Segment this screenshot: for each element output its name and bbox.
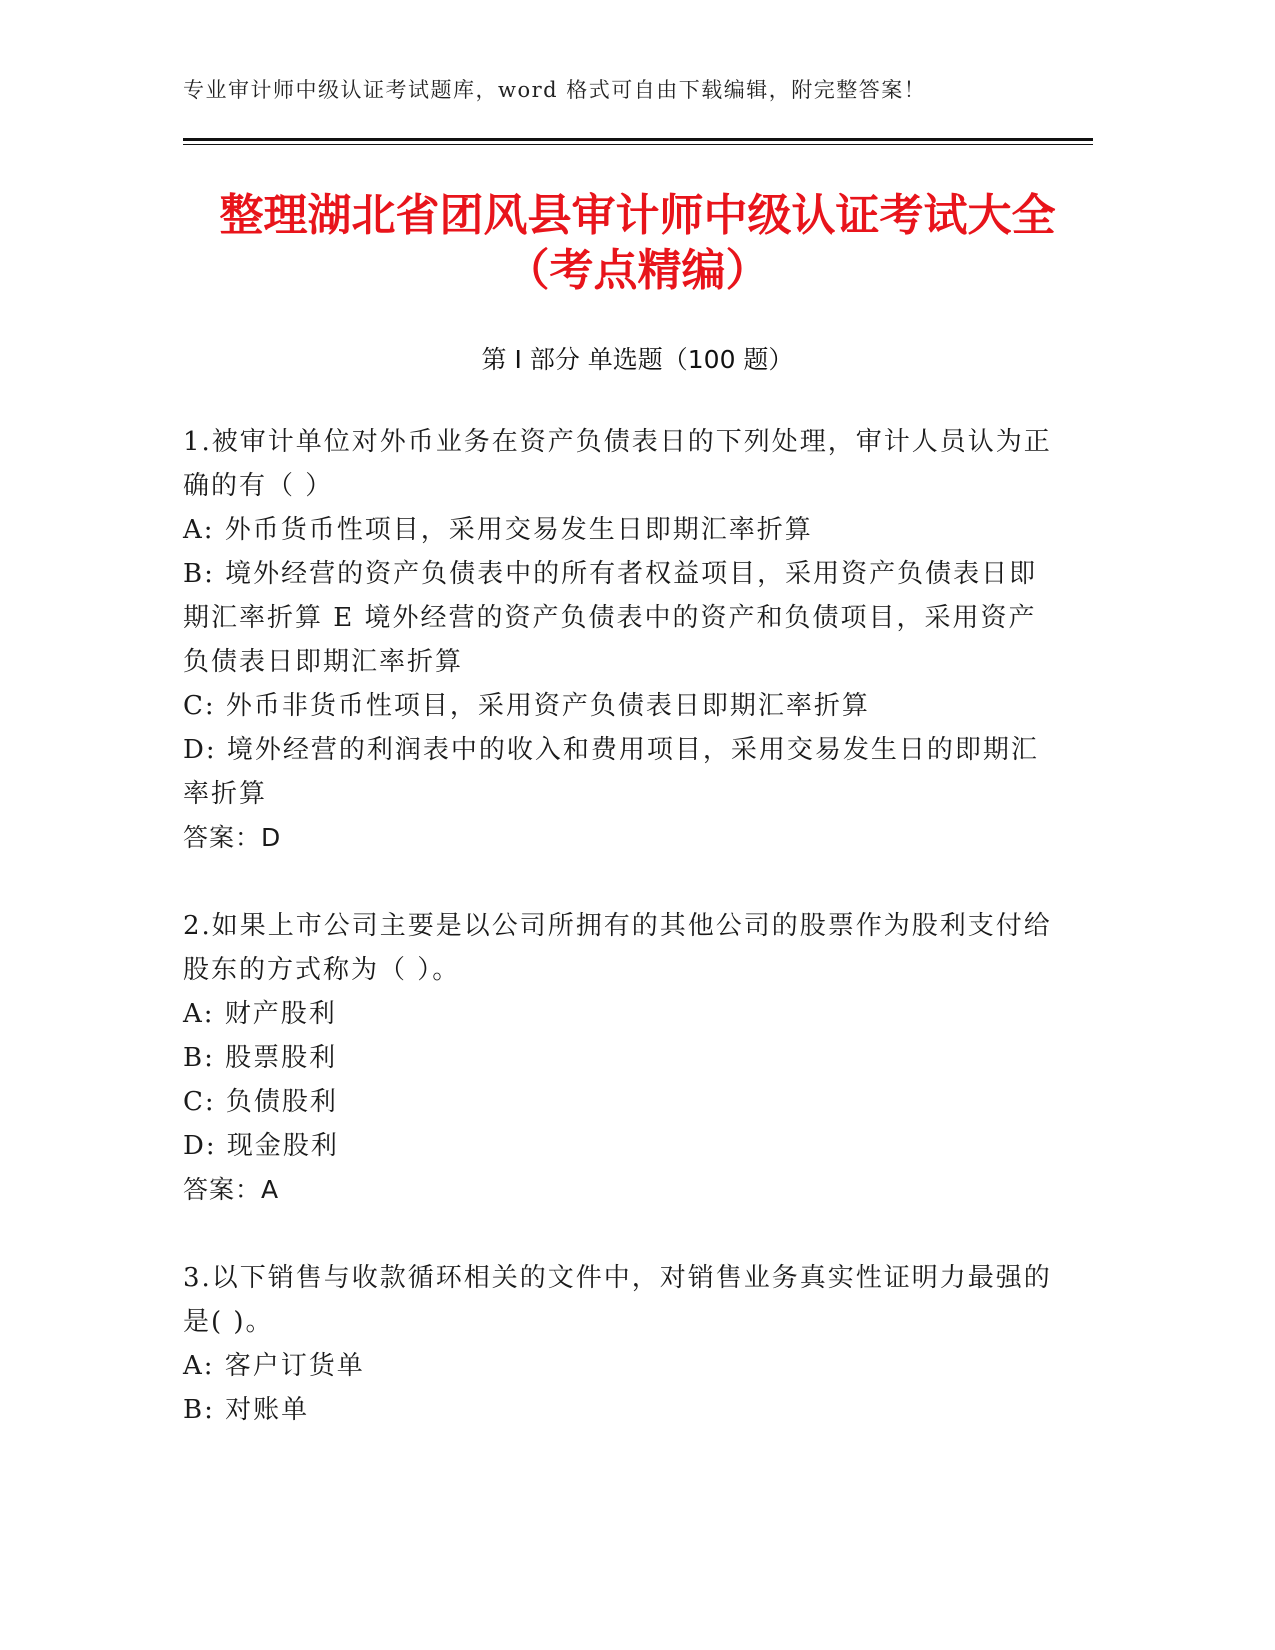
- question-1: [183, 420, 1063, 860]
- answer: 答案：A: [183, 1175, 280, 1204]
- answer: 答案：D: [183, 823, 282, 852]
- option-a: A: 客户订货单: [183, 1351, 365, 1381]
- question-2: [183, 904, 1063, 1212]
- option-b: B: 股票股利: [183, 1043, 338, 1073]
- question-stem: 1.被审计单位对外币业务在资产负债表日的下列处理，审计人员认为正确的有（ ）: [183, 427, 1052, 501]
- question-3: [183, 1256, 1063, 1432]
- option-a: A: 财产股利: [183, 999, 337, 1029]
- section-title: 第 I 部分 单选题（100 题）: [481, 345, 794, 374]
- option-c: C: 外币非货币性项目，采用资产负债表日即期汇率折算: [183, 691, 870, 721]
- header-divider-thick: [183, 138, 1093, 141]
- question-stem: 3.以下销售与收款循环相关的文件中，对销售业务真实性证明力最强的是( )。: [183, 1263, 1052, 1337]
- header-note: 专业审计师中级认证考试题库，word 格式可自由下载编辑，附完整答案！: [183, 78, 927, 102]
- header-divider-thin: [183, 144, 1093, 145]
- option-c: C: 负债股利: [183, 1087, 338, 1117]
- option-a: A: 外币货币性项目，采用交易发生日即期汇率折算: [183, 515, 813, 545]
- title-line-1: 整理湖北省团风县审计师中级认证考试大全: [219, 190, 1056, 241]
- question-list: [183, 420, 1063, 1476]
- option-d: D: 境外经营的利润表中的收入和费用项目，采用交易发生日的即期汇率折算: [183, 735, 1039, 809]
- title-line-2: （考点精编）: [505, 245, 770, 296]
- option-b: B: 境外经营的资产负债表中的所有者权益项目，采用资产负债表日即期汇率折算 E 境外经营的资产负债表中的资产和负债项目，采用资产负债表日即期汇率折算: [183, 559, 1038, 677]
- question-stem: 2.如果上市公司主要是以公司所拥有的其他公司的股票作为股利支付给股东的方式称为（ ）。: [183, 911, 1052, 985]
- option-d: D: 现金股利: [183, 1131, 339, 1161]
- document-title: [120, 188, 1155, 298]
- option-b: B: 对账单: [183, 1395, 310, 1425]
